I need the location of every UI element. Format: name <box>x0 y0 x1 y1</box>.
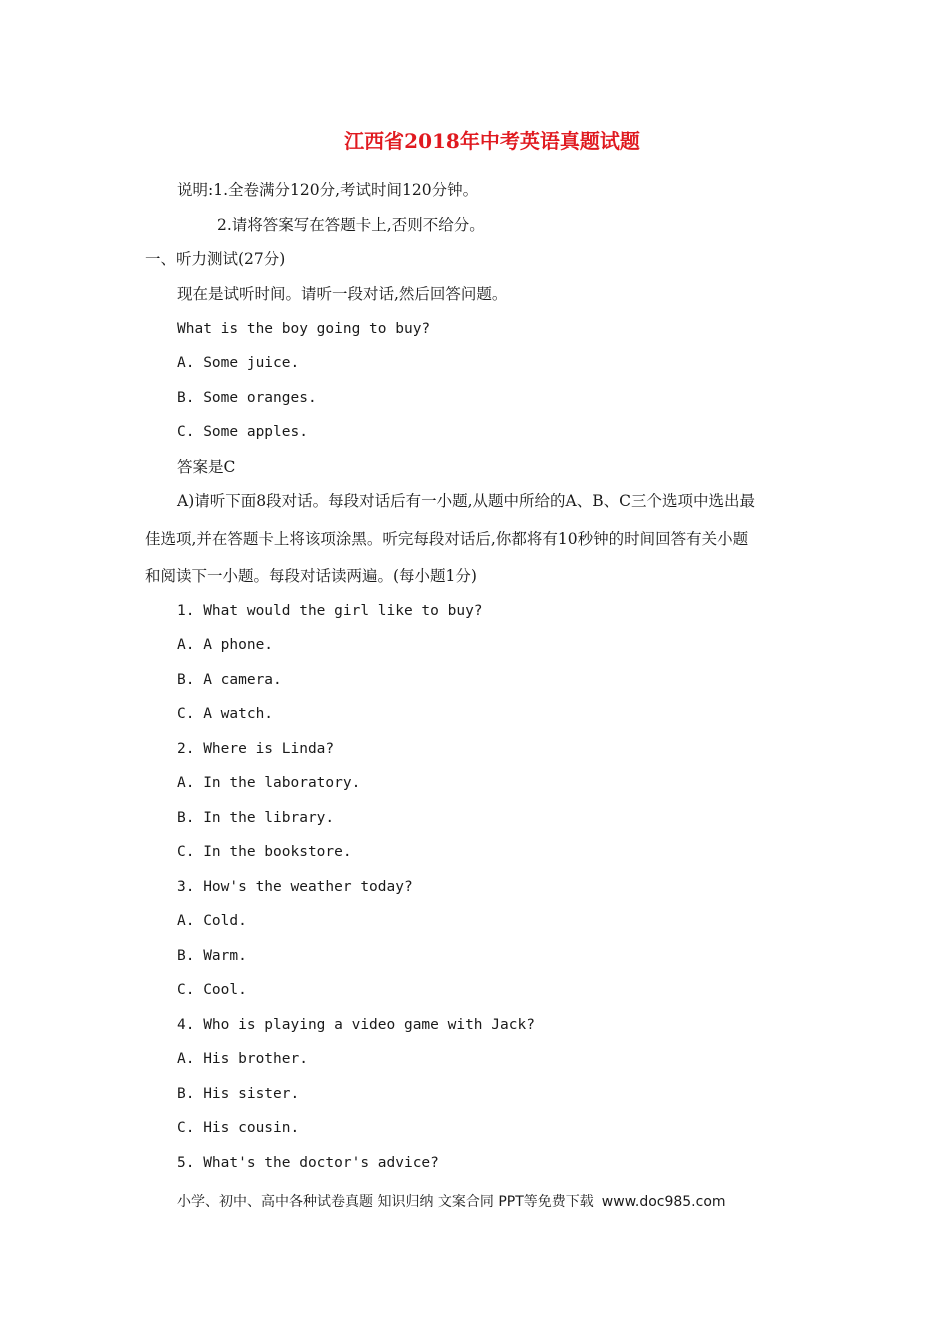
footer <box>177 1191 726 1211</box>
trial-option: B. Some oranges. <box>177 390 317 406</box>
question-1: 1. What would the girl like to buy? <box>177 603 483 619</box>
question-2-option-a: A. In the laboratory. <box>177 775 361 791</box>
question-4-option-b: B. His sister. <box>177 1086 300 1102</box>
question-2-option-b: B. In the library. <box>177 810 335 826</box>
question-1-option-b: B. A camera. <box>177 672 282 688</box>
question-5: 5. What's the doctor's advice? <box>177 1155 439 1171</box>
question-1-option-a: A. A phone. <box>177 637 274 653</box>
trial-question: What is the boy going to buy? <box>177 321 431 337</box>
footer-text: 小学、初中、高中各种试卷真题 知识归纳 文案合同 PPT等免费下载 <box>177 1194 594 1210</box>
instruction-line-2: 2.请将答案写在答题卡上,否则不给分。 <box>217 216 485 234</box>
question-1-option-c: C. A watch. <box>177 706 274 722</box>
trial-option: A. Some juice. <box>177 355 300 371</box>
question-3: 3. How's the weather today? <box>177 879 413 895</box>
question-4-option-a: A. His brother. <box>177 1051 308 1067</box>
question-4: 4. Who is playing a video game with Jack? <box>177 1017 535 1033</box>
page-title: 江西省2018年中考英语真题试题 <box>344 129 640 153</box>
question-4-option-c: C. His cousin. <box>177 1120 300 1136</box>
part-a-instruction: 佳选项,并在答题卡上将该项涂黑。听完每段对话后,你都将有10秒钟的时间回答有关小题 <box>145 530 749 548</box>
instruction-line-1: 说明:1.全卷满分120分,考试时间120分钟。 <box>177 181 479 199</box>
question-2-option-c: C. In the bookstore. <box>177 844 352 860</box>
trial-intro: 现在是试听时间。请听一段对话,然后回答问题。 <box>177 285 508 303</box>
question-3-option-c: C. Cool. <box>177 982 247 998</box>
question-3-option-b: B. Warm. <box>177 948 247 964</box>
trial-option: C. Some apples. <box>177 424 308 440</box>
footer-url[interactable]: www.doc985.com <box>601 1194 726 1210</box>
part-a-instruction: A)请听下面8段对话。每段对话后有一小题,从题中所给的A、B、C三个选项中选出最 <box>177 492 755 510</box>
trial-answer: 答案是C <box>177 458 236 476</box>
section-heading: 一、听力测试(27分) <box>145 250 286 268</box>
part-a-instruction: 和阅读下一小题。每段对话读两遍。(每小题1分) <box>145 567 477 585</box>
question-2: 2. Where is Linda? <box>177 741 335 757</box>
question-3-option-a: A. Cold. <box>177 913 247 929</box>
